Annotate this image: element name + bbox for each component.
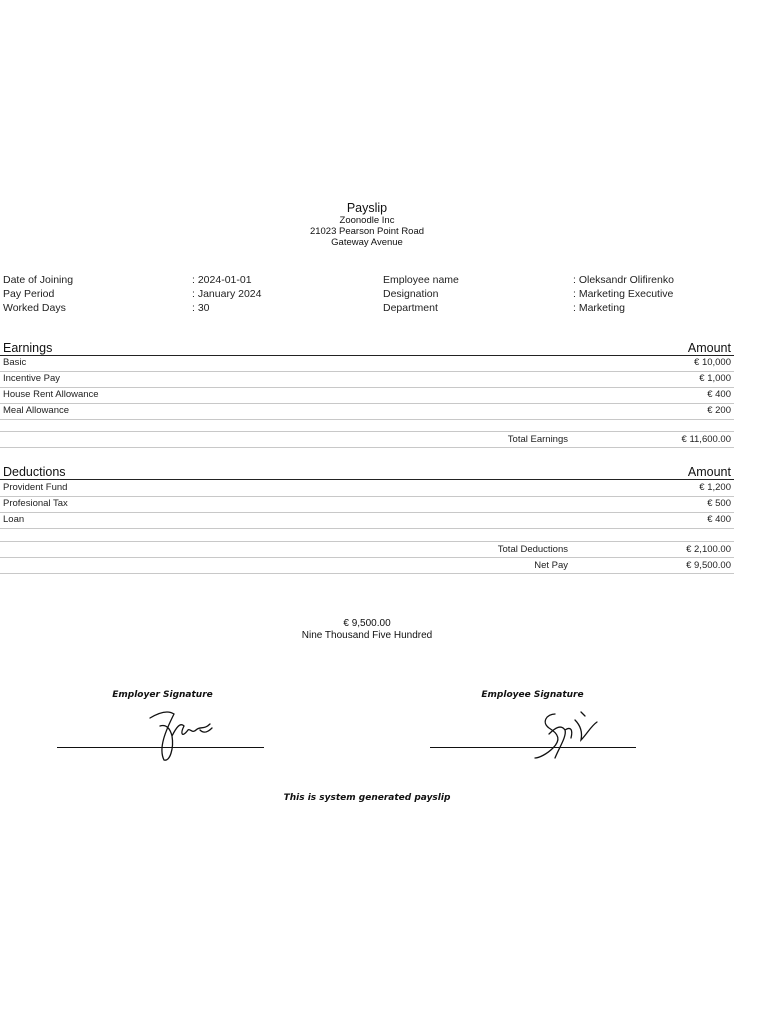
employer-signature-image bbox=[130, 700, 230, 765]
net-amount-in-words: Nine Thousand Five Hundred bbox=[301, 630, 433, 641]
earnings-row-amount: € 1,000 bbox=[699, 373, 731, 384]
pay-period-value: : January 2024 bbox=[192, 288, 262, 300]
earnings-row-label: Incentive Pay bbox=[3, 373, 61, 384]
employee-signature-label: Employee Signature bbox=[481, 690, 584, 700]
earnings-row-amount: € 400 bbox=[707, 389, 731, 400]
net-amount-summary: € 9,500.00 bbox=[343, 618, 391, 629]
deductions-header-rule bbox=[0, 479, 734, 480]
designation-value: : Marketing Executive bbox=[573, 288, 674, 300]
row-divider bbox=[0, 447, 734, 448]
total-earnings-label: Total Earnings bbox=[507, 434, 568, 445]
total-earnings-value: € 11,600.00 bbox=[681, 434, 731, 445]
department-value: : Marketing bbox=[573, 302, 625, 314]
worked-days-value: : 30 bbox=[192, 302, 210, 314]
row-divider bbox=[0, 387, 734, 388]
date-of-joining-label: Date of Joining bbox=[3, 274, 74, 286]
total-deductions-value: € 2,100.00 bbox=[686, 544, 731, 555]
worked-days-label: Worked Days bbox=[3, 302, 66, 314]
row-divider bbox=[0, 541, 734, 542]
employer-signature-line bbox=[57, 747, 264, 748]
earnings-header-rule bbox=[0, 355, 734, 356]
company-address-line1: 21023 Pearson Point Road bbox=[309, 226, 425, 237]
deductions-heading: Deductions bbox=[3, 465, 66, 479]
company-address-line2: Gateway Avenue bbox=[331, 237, 403, 248]
row-divider bbox=[0, 496, 734, 497]
net-pay-label: Net Pay bbox=[534, 560, 568, 571]
employee-name-value: : Oleksandr Olifirenko bbox=[573, 274, 674, 286]
pay-period-label: Pay Period bbox=[3, 288, 55, 300]
earnings-row-amount: € 10,000 bbox=[694, 357, 731, 368]
date-of-joining-value: : 2024-01-01 bbox=[192, 274, 252, 286]
deductions-row-amount: € 500 bbox=[707, 498, 731, 509]
deductions-row-label: Loan bbox=[3, 514, 25, 525]
company-name: Zoonodle Inc bbox=[339, 215, 395, 226]
deductions-row-label: Provident Fund bbox=[3, 482, 68, 493]
row-divider bbox=[0, 512, 734, 513]
employer-signature-label: Employer Signature bbox=[112, 690, 213, 700]
earnings-row-amount: € 200 bbox=[707, 405, 731, 416]
system-generated-note: This is system generated payslip bbox=[283, 793, 451, 803]
earnings-amount-heading: Amount bbox=[687, 341, 731, 355]
payslip-title: Payslip bbox=[346, 201, 388, 215]
deductions-row-amount: € 1,200 bbox=[699, 482, 731, 493]
earnings-row-label: Basic bbox=[3, 357, 27, 368]
total-deductions-label: Total Deductions bbox=[497, 544, 568, 555]
employee-signature-image bbox=[525, 700, 615, 765]
deductions-amount-heading: Amount bbox=[687, 465, 731, 479]
row-divider bbox=[0, 419, 734, 420]
deductions-row-amount: € 400 bbox=[707, 514, 731, 525]
row-divider bbox=[0, 557, 734, 558]
row-divider bbox=[0, 528, 734, 529]
earnings-heading: Earnings bbox=[3, 341, 53, 355]
employee-name-label: Employee name bbox=[383, 274, 459, 286]
row-divider bbox=[0, 371, 734, 372]
deductions-row-label: Profesional Tax bbox=[3, 498, 68, 509]
earnings-row-label: Meal Allowance bbox=[3, 405, 70, 416]
employee-signature-line bbox=[430, 747, 636, 748]
designation-label: Designation bbox=[383, 288, 439, 300]
row-divider bbox=[0, 431, 734, 432]
row-divider bbox=[0, 573, 734, 574]
row-divider bbox=[0, 403, 734, 404]
department-label: Department bbox=[383, 302, 438, 314]
net-pay-value: € 9,500.00 bbox=[686, 560, 731, 571]
earnings-row-label: House Rent Allowance bbox=[3, 389, 99, 400]
